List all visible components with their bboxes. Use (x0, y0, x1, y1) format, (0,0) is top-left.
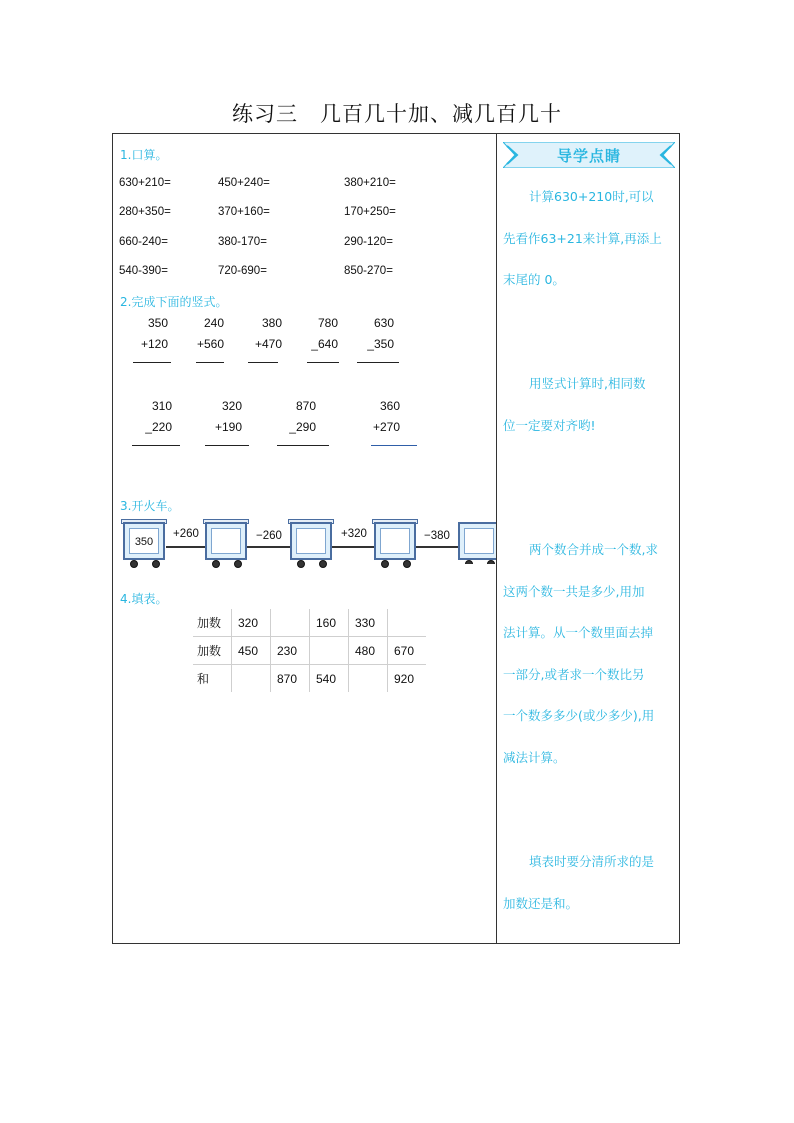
tip-text: 法计算。从一个数里面去掉 (503, 625, 654, 640)
addend-bottom: +190 (214, 420, 242, 434)
tip-line (503, 176, 675, 218)
tip-text: 一部分,或者求一个数比另 (503, 666, 645, 682)
answer-box (464, 528, 494, 554)
tip-line (503, 218, 675, 260)
addend-top: 870 (295, 399, 316, 413)
answer-line (196, 362, 224, 363)
table-cell: 230 (271, 637, 310, 665)
section1-label: 1.口算。 (120, 148, 168, 162)
answer-line (307, 362, 339, 363)
row-header: 加数 (193, 609, 232, 637)
wheel-icon (212, 560, 220, 568)
tip-line (503, 363, 675, 405)
train-car (290, 522, 334, 564)
train-car (458, 522, 496, 564)
oral-problem: 720-690= (218, 265, 267, 277)
oral-problem: 370+160= (218, 206, 270, 218)
table-cell: 330 (349, 609, 388, 637)
table-cell (388, 609, 427, 637)
addend-top: 630 (373, 316, 394, 330)
addend-top: 310 (151, 399, 172, 413)
oral-problem: 170+250= (344, 206, 396, 218)
wheel-icon (487, 560, 495, 564)
tip-text: 两个数合并成一个数,求 (529, 542, 658, 557)
oral-problem: 280+350= (119, 206, 171, 218)
addend-top: 320 (221, 399, 242, 413)
tip-line (503, 571, 675, 613)
fill-table (193, 609, 426, 692)
table-cell: 920 (394, 671, 415, 686)
tip-text: 计算630+210时,可以 (529, 189, 654, 204)
tip-line (503, 529, 675, 571)
wheel-icon (381, 560, 389, 568)
tip-text: 加数还是和。 (503, 895, 579, 911)
tip-line (503, 841, 675, 883)
tip-text: 一个数多多少(或少多少),用 (503, 708, 655, 723)
tip-line (503, 695, 675, 737)
tip-oral (503, 176, 675, 301)
tip-line (503, 737, 675, 779)
tip-line (503, 612, 675, 654)
wheel-icon (152, 560, 160, 568)
answer-line (132, 445, 180, 446)
addend-bottom: _640 (311, 337, 338, 351)
table-row (193, 665, 426, 693)
table-cell: 480 (349, 637, 388, 665)
table-cell (310, 637, 349, 665)
answer-box (296, 528, 326, 554)
addend-top: 350 (147, 316, 168, 330)
wheel-icon (403, 560, 411, 568)
table-cell (349, 665, 388, 693)
tip-operations (503, 529, 675, 778)
answer-line (205, 445, 249, 446)
addend-bottom: +560 (196, 337, 224, 351)
oral-problem: 450+240= (218, 177, 270, 189)
tip-line (503, 883, 675, 925)
tip-vertical (503, 363, 675, 446)
table-cell: 160 (310, 609, 349, 637)
answer-line (248, 362, 278, 363)
tip-text: 位一定要对齐哟! (503, 417, 596, 433)
wheel-icon (130, 560, 138, 568)
section3-label: 3.开火车。 (120, 499, 180, 513)
oral-problem: 540-390= (119, 265, 168, 277)
addend-bottom: +120 (140, 337, 168, 351)
train-car (374, 522, 418, 564)
tip-text: 这两个数一共是多少,用加 (503, 583, 645, 599)
answer-line (357, 362, 399, 363)
train-operation: +320 (341, 528, 367, 540)
tip-text: 用竖式计算时,相同数 (529, 376, 646, 391)
column-divider (496, 133, 497, 944)
answer-box (380, 528, 410, 554)
table-cell (232, 665, 271, 693)
tip-text: 末尾的 0。 (503, 272, 565, 287)
addend-bottom: +270 (372, 420, 400, 434)
row-header: 加数 (193, 637, 232, 665)
answer-line (277, 445, 329, 446)
addend-top: 360 (379, 399, 400, 413)
table-cell: 320 (232, 609, 271, 637)
addend-bottom: _290 (289, 420, 316, 434)
oral-problem: 850-270= (344, 265, 393, 277)
tip-line (503, 405, 675, 447)
section4-label: 4.填表。 (120, 592, 168, 606)
train-operation: −260 (256, 530, 282, 542)
tip-line (503, 654, 675, 696)
start-number: 350 (129, 528, 159, 554)
table-cell: 450 (232, 637, 271, 665)
tip-text: 先看作63+21来计算,再添上 (503, 230, 662, 246)
table-row (193, 637, 426, 665)
oral-problem: 630+210= (119, 177, 171, 189)
tip-table (503, 841, 675, 924)
train-operation: −380 (424, 530, 450, 542)
oral-problem: 380-170= (218, 236, 267, 248)
wheel-icon (234, 560, 242, 568)
wheel-icon (465, 560, 473, 564)
row-header: 和 (193, 665, 232, 693)
addend-bottom: _220 (145, 420, 172, 434)
banner-title: 导学点睛 (556, 147, 621, 165)
train-operation: +260 (173, 528, 199, 540)
section2-label: 2.完成下面的竖式。 (120, 295, 228, 309)
table-cell: 870 (271, 665, 310, 693)
guide-banner (503, 142, 675, 168)
oral-problem: 290-120= (344, 236, 393, 248)
wheel-icon (319, 560, 327, 568)
wheel-icon (297, 560, 305, 568)
tip-line (503, 259, 675, 301)
addend-top: 780 (317, 316, 338, 330)
addend-bottom: +470 (254, 337, 282, 351)
train-car (205, 522, 249, 564)
answer-box (211, 528, 241, 554)
answer-line (133, 362, 171, 363)
train-car (123, 522, 167, 564)
addend-top: 240 (203, 316, 224, 330)
table-cell: 540 (310, 665, 349, 693)
table-cell: 670 (388, 637, 427, 665)
addend-bottom: _350 (367, 337, 394, 351)
table-row (193, 609, 426, 637)
answer-line (371, 445, 417, 446)
tip-text: 填表时要分清所求的是 (529, 854, 655, 869)
page-title: 练习三 几百几十加、减几百几十 (232, 102, 562, 126)
oral-problem: 660-240= (119, 236, 168, 248)
addend-top: 380 (261, 316, 282, 330)
tip-text: 减法计算。 (503, 749, 566, 765)
table-cell (271, 609, 310, 637)
oral-problem: 380+210= (344, 177, 396, 189)
